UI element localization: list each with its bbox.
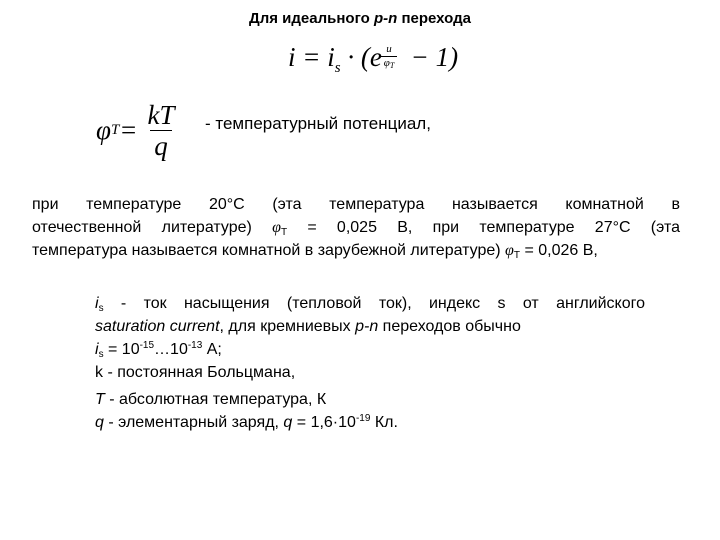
paragraph-line-2	[32, 216, 680, 239]
line2-phi-sub: Т	[280, 227, 288, 238]
line3-text-a: температура называется комнатной в зарубежной литературе)	[32, 242, 506, 259]
def-T-text: - абсолютная температура, К	[104, 391, 327, 408]
def-k: k - постоянная Больцмана,	[95, 364, 296, 381]
def-is-cont	[95, 315, 645, 338]
formula-equals: =	[295, 42, 328, 72]
formula-is-sub: s	[334, 60, 341, 76]
fraction-numerator: kT	[147, 100, 175, 130]
fraction-denominator: q	[150, 130, 172, 161]
def-q-symbol: q	[95, 414, 104, 431]
range-sub: s	[98, 349, 104, 360]
range-text-a: = 10	[103, 341, 140, 358]
line2-phi: φ	[272, 219, 281, 236]
phi-subscript: T	[110, 122, 120, 138]
definitions-list	[95, 292, 645, 434]
line3-text-b: = 0,026 В,	[520, 242, 598, 259]
paragraph-line-1: при температуре 20°С (эта температура называется комнатной в	[32, 196, 680, 213]
kt-over-q-fraction	[148, 100, 175, 161]
def-is-symbol: i	[95, 295, 99, 312]
formula-is: i	[327, 42, 335, 72]
def-is-range	[95, 338, 645, 361]
exponent-den-sub: T	[389, 61, 395, 70]
title-pn: p-n	[373, 10, 398, 27]
line3-phi-sub: Т	[513, 250, 520, 261]
title-prefix: Для идеального	[249, 10, 374, 27]
line2-text-a: отечественной литературе)	[32, 219, 273, 236]
def-is-sub: s	[98, 303, 104, 314]
def-is-text: - ток насыщения (тепловой ток), индекс s от английского	[103, 295, 645, 312]
def-is-cont-b: переходов обычно	[378, 318, 521, 335]
formula-current: i	[288, 42, 296, 72]
def-q-exp: -19	[355, 413, 371, 424]
line2-text-b: = 0,025 В, при температуре 27°С (эта	[287, 219, 680, 236]
temperature-paragraph	[32, 193, 680, 262]
phi-description: - температурный потенциал,	[205, 114, 431, 133]
phi-equals: =	[119, 115, 138, 145]
range-symbol: i	[95, 341, 99, 358]
thermal-voltage-formula	[96, 100, 175, 161]
diode-equation	[288, 42, 458, 77]
line3-phi: φ	[505, 242, 514, 259]
exponent-fraction	[381, 44, 397, 71]
range-exp-2: -13	[187, 340, 203, 351]
exponent-denominator	[381, 58, 397, 71]
title-suffix: перехода	[397, 10, 471, 27]
formula-tail: − 1)	[403, 42, 459, 72]
def-T	[95, 388, 645, 411]
def-is-cont-a: , для кремниевых	[219, 318, 356, 335]
range-exp-1: -15	[139, 340, 155, 351]
def-T-symbol: T	[95, 391, 105, 408]
slide-title	[0, 10, 720, 27]
def-q-text-b: = 1,6·10	[292, 414, 356, 431]
def-q-symbol-2: q	[283, 414, 293, 431]
def-q-text-a: - элементарный заряд,	[103, 414, 284, 431]
range-text-b: А;	[202, 341, 222, 358]
saturation-current-term: saturation current	[95, 318, 220, 335]
def-is	[95, 292, 645, 315]
exponent-numerator: u	[386, 43, 392, 55]
phi-symbol: φ	[96, 115, 111, 145]
def-q-text-c: Кл.	[370, 414, 398, 431]
def-is-cont-pn: p-n	[355, 318, 379, 335]
paragraph-line-3	[32, 239, 680, 262]
exponent-den-phi: φ	[383, 57, 390, 69]
formula-exp-base: · (e	[340, 42, 382, 72]
def-q	[95, 411, 645, 434]
range-mid: …10	[154, 341, 188, 358]
